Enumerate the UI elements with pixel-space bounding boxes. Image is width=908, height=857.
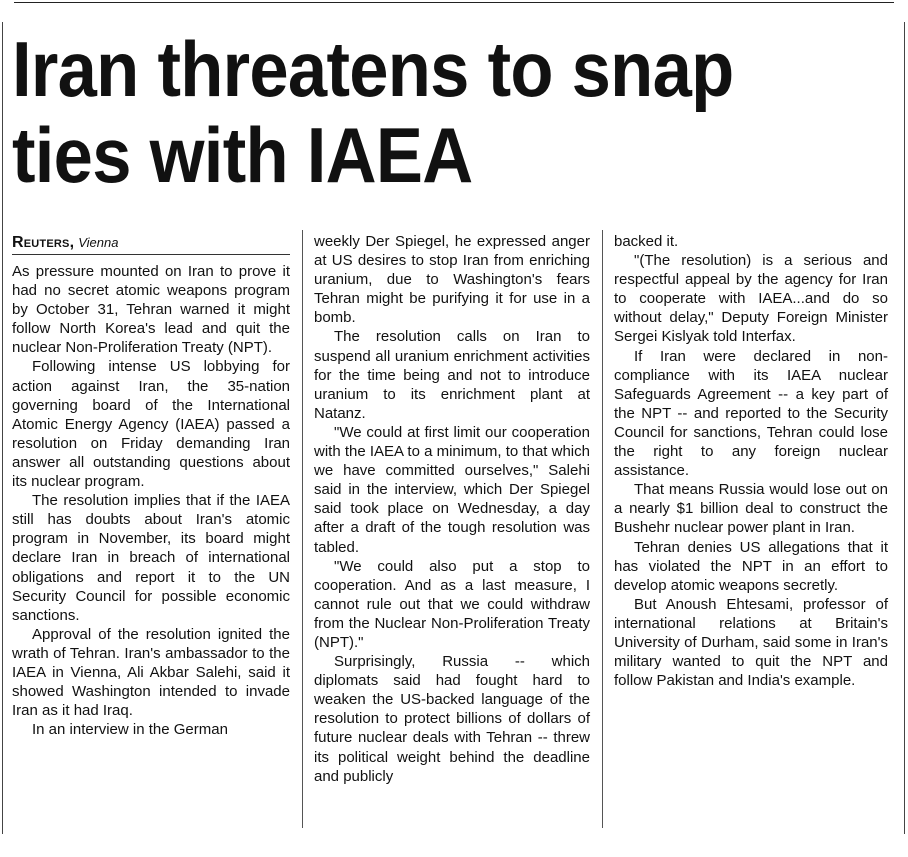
- column-divider: [302, 230, 303, 828]
- byline-agency: Reuters,: [12, 234, 75, 251]
- paragraph: But Anoush Ehtesami, professor of international relations at Britain's University of Durham, said some in Iran's military wanted to quit the NPT and follow Pakistan and India's example.: [614, 595, 888, 690]
- article-column-1: [12, 232, 290, 739]
- paragraph: "We could also put a stop to cooperation. And as a last measure, I cannot rule out that we could withdraw from the Nuclear Non-Proliferation Treaty (NPT).": [314, 557, 590, 651]
- paragraph: Surprisingly, Russia -- which diplomats said had fought hard to weaken the US-backed language of the resolution to protect billions of dollars of future nuclear deals with Tehran -- threw its political weight behind the deadline and publicly: [314, 653, 590, 785]
- byline-location: Vienna: [78, 235, 119, 250]
- top-rule: [14, 2, 894, 3]
- right-frame-rule: [904, 22, 905, 834]
- paragraph: The resolution implies that if the IAEA still has doubts about Iran's atomic program in November, its board might declare Iran in breach of international obligations and report it to the UN Security Council for possible economic sanctions.: [12, 492, 290, 624]
- byline: [12, 232, 290, 255]
- headline-line-1: Iran threatens to snap: [12, 25, 734, 113]
- headline: [12, 26, 816, 198]
- paragraph: "We could at first limit our cooperation with the IAEA to a minimum, to that which we have committed ourselves," Salehi said in the interview, which Der Spiegel said took place on Wednesday, a day after a draft of the tough resolution was tabled.: [314, 423, 590, 556]
- paragraph: That means Russia would lose out on a nearly $1 billion deal to construct the Bushehr nuclear power plant in Iran.: [614, 481, 888, 537]
- article-column-2: [314, 232, 590, 786]
- paragraph: In an interview in the German: [32, 721, 228, 739]
- article-column-3: [614, 232, 888, 690]
- headline-line-2: ties with IAEA: [12, 111, 473, 199]
- column-divider: [602, 230, 603, 828]
- paragraph: weekly Der Spiegel, he expressed anger at US desires to stop Iran from enriching uranium, due to Washington's fears Tehran might be purifying it for use in a bomb.: [314, 233, 590, 327]
- paragraph: "(The resolution) is a serious and respectful appeal by the agency for Iran to cooperate with IAEA...and do so without delay," Deputy Foreign Minister Sergei Kislyak told Interfax.: [614, 252, 888, 346]
- paragraph: As pressure mounted on Iran to prove it had no secret atomic weapons program by October 31, Tehran warned it might follow North Korea's lead and quit the nuclear Non-Proliferation Treaty (NPT).: [12, 263, 290, 357]
- paragraph: Approval of the resolution ignited the wrath of Tehran. Iran's ambassador to the IAEA in Vienna, Ali Akbar Salehi, said it showed Washington intended to invade Iran as it had Iraq.: [12, 625, 290, 720]
- left-frame-rule: [2, 22, 3, 834]
- paragraph: The resolution calls on Iran to suspend all uranium enrichment activities for the time being and not to introduce uranium to its enrichment plant at Natanz.: [314, 328, 590, 422]
- paragraph: Tehran denies US allegations that it has violated the NPT in an effort to develop atomic weapons secretly.: [614, 538, 888, 594]
- paragraph: Following intense US lobbying for action against Iran, the 35-nation governing board of the International Atomic Energy Agency (IAEA) passed a resolution on Friday demanding Iran answer all outstanding questions about its nuclear program.: [12, 358, 290, 491]
- paragraph: If Iran were declared in non-compliance with its IAEA nuclear Safeguards Agreement -- a key part of the NPT -- and reported to the Security Council for sanctions, Tehran could lose the right to any foreign nuclear assistance.: [614, 347, 888, 480]
- paragraph: backed it.: [614, 233, 679, 250]
